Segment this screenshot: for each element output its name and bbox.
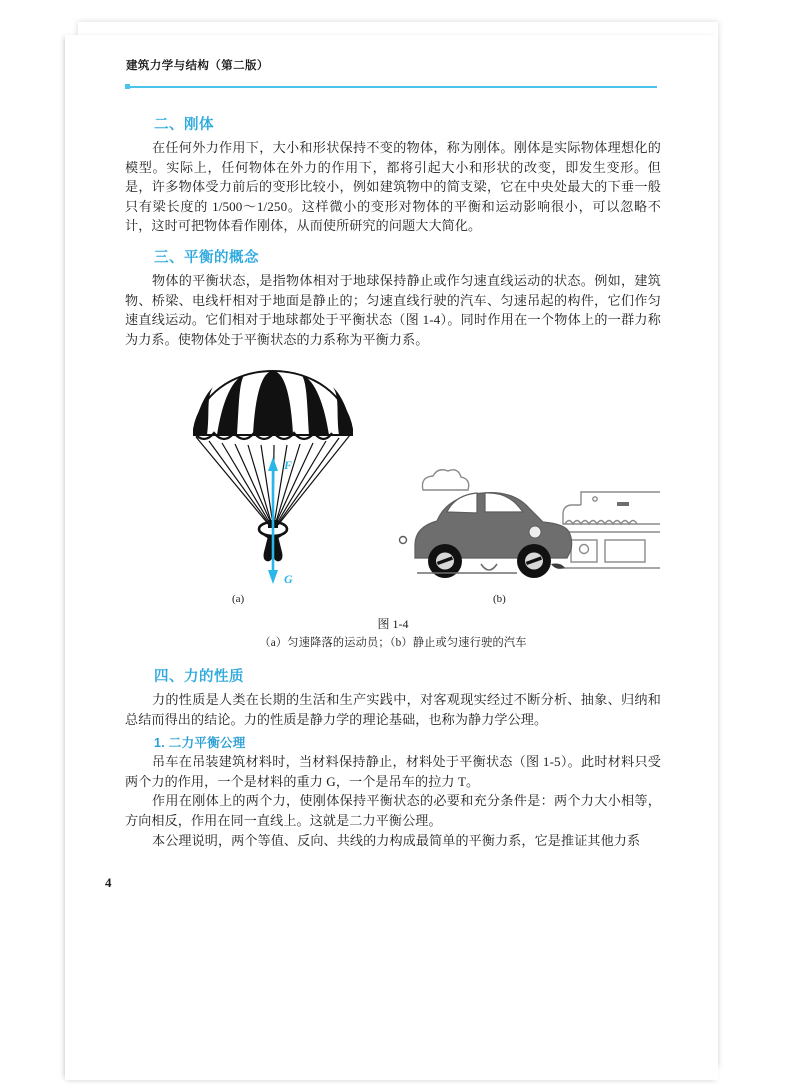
figure-caption: 图 1-4 [377, 617, 409, 631]
car-svg [395, 460, 660, 590]
section-heading-rigid-body: 二、刚体 [154, 117, 214, 133]
car-illustration [395, 460, 660, 590]
parachute-illustration [183, 365, 363, 590]
figure-subcaption: （a）匀速降落的运动员；（b）静止或匀速行驶的汽车 [259, 637, 527, 649]
paragraph-axiom-explanation: 本公理说明，两个等值、反向、共线的力构成最简单的平衡力系，它是推证其他力系 [152, 832, 641, 848]
paragraph-rigid-body: 在任何外力作用下，大小和形状保持不变的物体，称为刚体。刚体是实际物体理想化的模型。实际上，任何物体在外力的作用下，都将引起大小和形状的改变，即发生变形。但是，许多物体受力前后的变形比较小，例如建筑物中的简支梁，它在中央处最大的下垂一般只有梁长度的 1/500～1/250。这样微小的变形对物体的平衡和运动影响很小，可以忽略不计，这时可把物体看作刚体，从而使所研究的问题大大简化。 [125, 140, 661, 234]
page-content-lower [125, 655, 661, 850]
force-label-G: G [284, 572, 293, 586]
paragraph-balance-condition: 作用在刚体上的两个力，使刚体保持平衡状态的必要和充分条件是：两个力大小相等，方向相反，作用在同一直线上。这就是二力平衡公理。 [125, 793, 661, 828]
paragraph-crane-example: 吊车在吊装建筑材料时，当材料保持静止，材料处于平衡状态（图 1-5）。此时材料只受两个力的作用，一个是材料的重力 G，一个是吊车的拉力 T。 [125, 754, 661, 789]
parachute-svg [183, 365, 363, 590]
section-heading-equilibrium-concept: 三、平衡的概念 [154, 249, 259, 266]
cloud-icon [422, 470, 468, 490]
background-structure-outline [563, 492, 660, 568]
section-heading-force-properties: 四、力的性质 [154, 669, 244, 685]
paragraph-force-properties: 力的性质是人类在长期的生活和生产实践中，对客观现实经过不断分析、抽象、归纳和总结而得出的结论。力的性质是静力学的理论基础，也称为静力学公理。 [125, 692, 661, 727]
page-content [125, 103, 661, 349]
figure-part-labels [125, 593, 661, 609]
figure-label-a: (a) [232, 593, 245, 605]
textbook-page-sheet [65, 35, 718, 1080]
force-label-F: F [284, 458, 293, 472]
header-rule-line [128, 86, 657, 88]
header-rule [125, 83, 657, 90]
force-arrow-down [268, 570, 278, 584]
subsection-heading-two-force-balance: 1. 二力平衡公理 [154, 736, 246, 751]
page-number: 4 [105, 875, 112, 890]
parachute-canopy [194, 371, 352, 439]
figure-label-b: (b) [493, 593, 506, 605]
figure-1-4 [125, 365, 661, 665]
paragraph-equilibrium-concept: 物体的平衡状态，是指物体相对于地球保持静止或作匀速直线运动的状态。例如，建筑物、桥梁、电线杆相对于地面是静止的；匀速直线行驶的汽车、匀速吊起的构件，它们作匀速直线运动。它们相对于地球都处于平衡状态（图 1-4）。同时作用在一个物体上的一群力称为力系。使物体处于平衡状态的力系称为平衡力系。 [125, 272, 661, 347]
running-head: 建筑力学与结构（第二版） [126, 60, 269, 72]
